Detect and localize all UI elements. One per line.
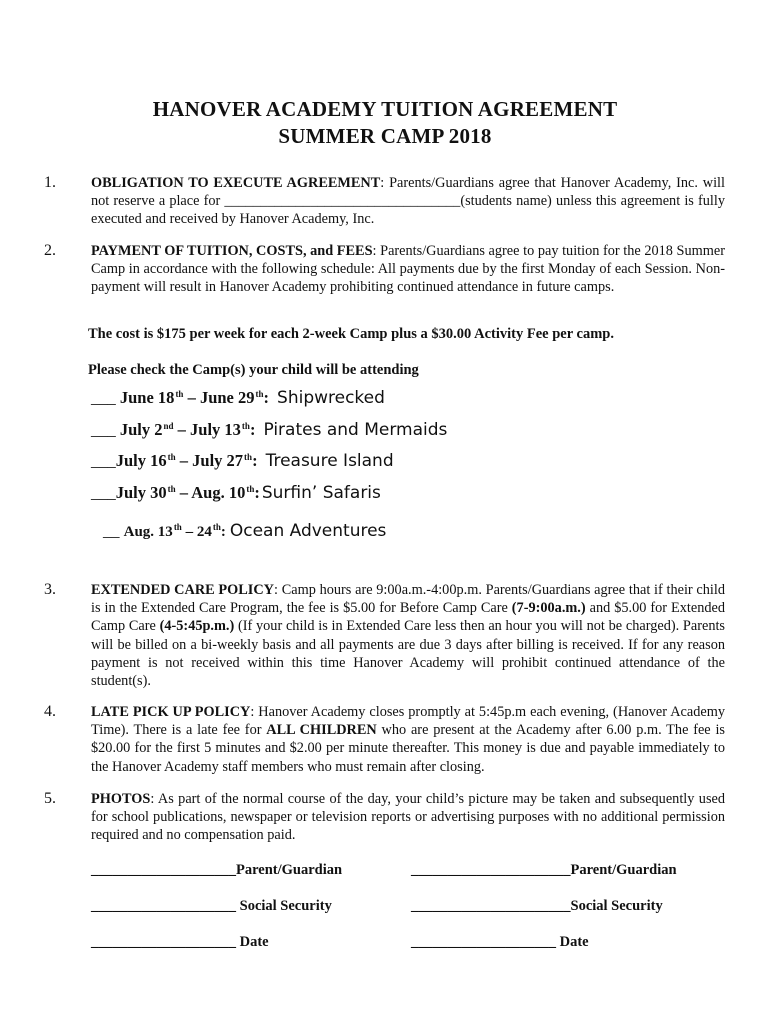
camp-option-treasure-island[interactable] xyxy=(91,451,394,471)
social-security-field-2[interactable]: ______________________Social Security xyxy=(411,898,663,914)
camp-option-ocean-adventures[interactable] xyxy=(103,521,386,541)
camp-name: Pirates and Mermaids xyxy=(263,420,448,440)
camp-name: Treasure Island xyxy=(265,451,394,471)
camp-option-shipwrecked[interactable] xyxy=(91,388,385,408)
section-heading: LATE PICK UP POLICY xyxy=(91,704,251,720)
camp-dates: July 2nd – July 13th: xyxy=(119,420,256,439)
section-number: 5. xyxy=(44,790,56,807)
checkbox-blank[interactable]: ___ xyxy=(91,451,116,470)
section-obligation xyxy=(91,174,725,229)
social-security-field-1[interactable]: ____________________ Social Security xyxy=(91,898,332,914)
checkbox-blank[interactable]: ___ xyxy=(91,420,120,439)
section-text: : Parents/Guardians agree that Hanover Academy, Inc. will not reserve a place for _________________________________(students name) unless this agreement is fully executed and received by Hanover Academy, Inc. xyxy=(91,175,726,228)
section-number: 4. xyxy=(44,703,56,720)
section-late-pickup: LATE PICK UP POLICY: Hanover Academy closes promptly at 5:45p.m each evening, (Hanover Academy Time). There is a late fee for ALL CHILDREN who are present at the Academy after 6.00 p.m. The fee is $20.00 for the first 5 minutes and $2.00 per minute thereafter. This money is due and payable immediately to the Hanover Academy staff members who must remain after closing. xyxy=(91,704,725,775)
camp-selection-prompt: Please check the Camp(s) your child will be attending xyxy=(88,362,419,378)
section-number: 1. xyxy=(44,174,56,191)
date-field-1[interactable]: ____________________ Date xyxy=(91,934,269,950)
checkbox-blank[interactable]: ___ xyxy=(91,483,116,502)
section-photos: PHOTOS: As part of the normal course of the day, your child’s picture may be taken and subsequently used for school publications, newspaper or television reports or advertising purposes with no additional permission required and no compensation paid. xyxy=(91,791,725,844)
document-subtitle: SUMMER CAMP 2018 xyxy=(278,124,492,148)
section-heading: EXTENDED CARE POLICY xyxy=(91,582,275,598)
section-extended-care: EXTENDED CARE POLICY: Camp hours are 9:00a.m.-4:00p.m. Parents/Guardians agree that if their child is in the Extended Care Program, the fee is $5.00 for Before Camp Care (7-9:00a.m.) and $5.00 for Extended Camp Care (4-5:45p.m.) (If your child is in Extended Care less then an hour you will not be charged). Parents will be billed on a bi-weekly basis and all payments are due 3 days after billing is received. If for any reason payment is not received within this time Hanover Academy will prohibit continued attendance of the student(s). xyxy=(91,582,725,690)
camp-name: Ocean Adventures xyxy=(229,521,387,541)
document-title: HANOVER ACADEMY TUITION AGREEMENT xyxy=(152,97,618,121)
section-heading: OBLIGATION TO EXECUTE AGREEMENT xyxy=(91,175,381,191)
section-heading: PAYMENT OF TUITION, COSTS, and FEES xyxy=(91,243,373,259)
section-payment xyxy=(91,242,725,297)
cost-statement: The cost is $175 per week for each 2-week Camp plus a $30.00 Activity Fee per camp. xyxy=(88,326,614,342)
checkbox-blank[interactable]: __ xyxy=(103,521,124,540)
section-text: : Parents/Guardians agree to pay tuition for the 2018 Summer Camp in accordance with the following schedule: All payments due by the first Monday of each Session. Non-payment will result in Hanover Academy prohibiting continued attendance in future camps. xyxy=(91,243,725,296)
section-number: 2. xyxy=(44,242,56,259)
signature-parent-guardian-2[interactable]: ______________________Parent/Guardian xyxy=(411,862,677,878)
signature-parent-guardian-1[interactable]: ____________________Parent/Guardian xyxy=(91,862,343,878)
camp-option-pirates[interactable] xyxy=(91,420,447,440)
camp-dates: July 16th – July 27th: xyxy=(115,451,258,470)
section-number: 3. xyxy=(44,581,56,598)
camp-dates: July 30th – Aug. 10th: xyxy=(115,483,260,502)
camp-dates: June 18th – June 29th: xyxy=(119,388,270,407)
camp-name: Surfin’ Safaris xyxy=(261,483,381,503)
camp-name: Shipwrecked xyxy=(277,388,385,408)
checkbox-blank[interactable]: ___ xyxy=(91,388,120,407)
camp-option-surfin-safaris[interactable] xyxy=(91,483,381,503)
date-field-2[interactable]: ____________________ Date xyxy=(411,934,589,950)
section-heading: PHOTOS xyxy=(91,791,151,807)
camp-dates: Aug. 13th – 24th: xyxy=(123,522,226,540)
